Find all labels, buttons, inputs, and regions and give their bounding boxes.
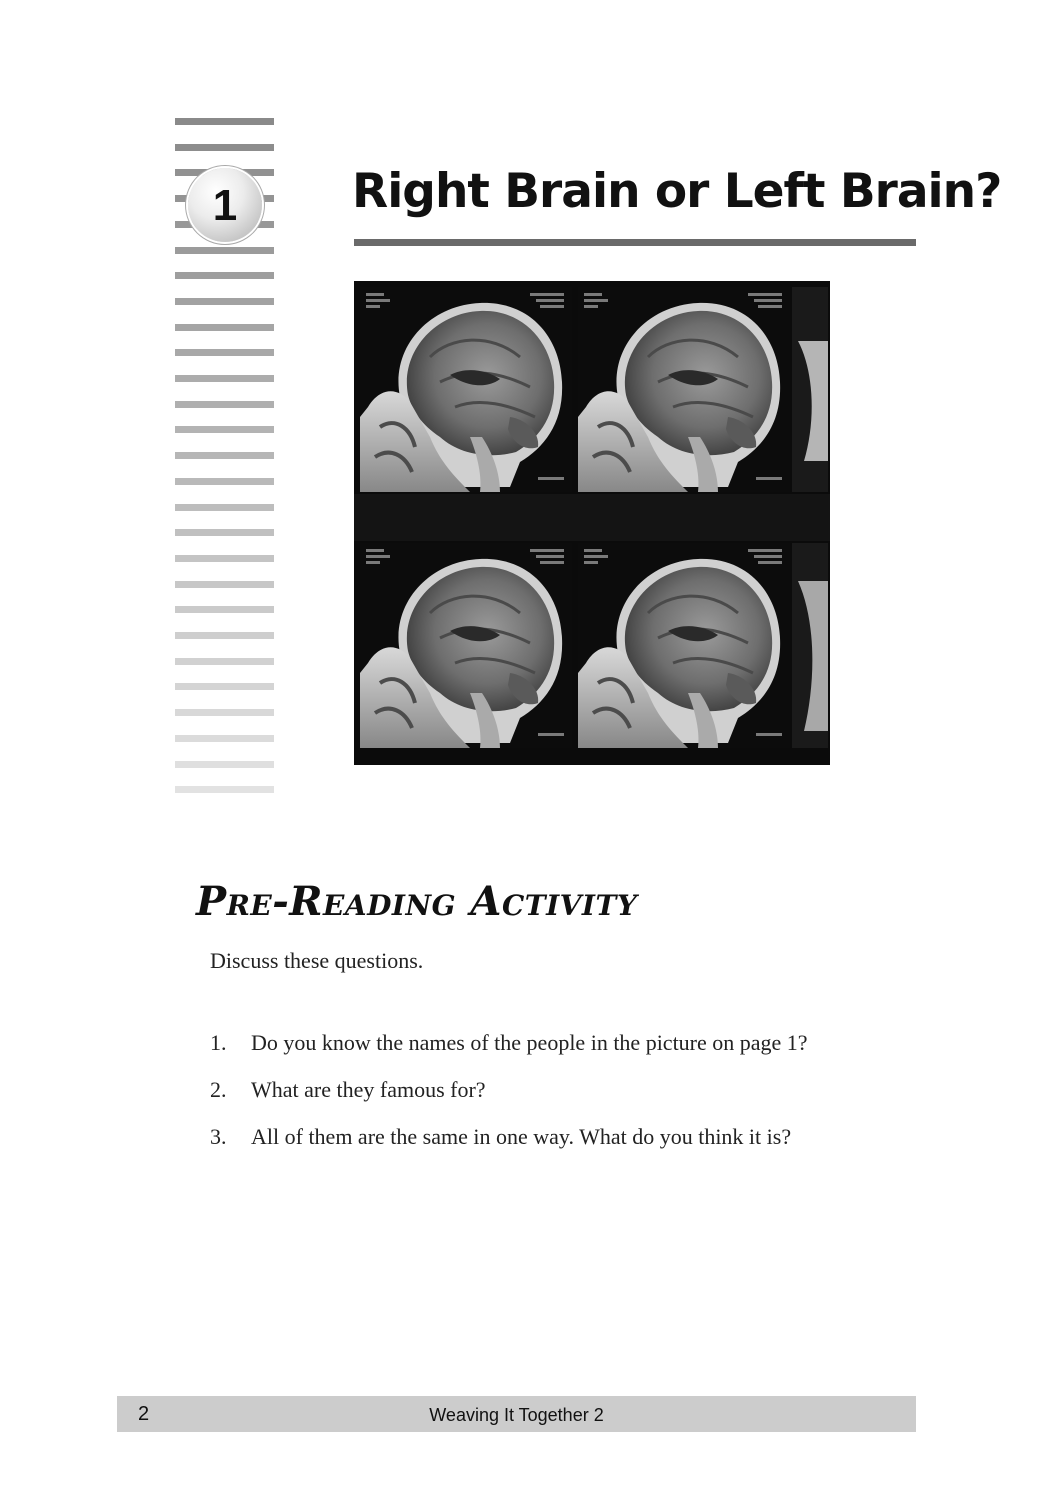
decorative-stripe: [175, 581, 274, 588]
decorative-stripe: [175, 324, 274, 331]
decorative-stripe: [175, 478, 274, 485]
chapter-number: 1: [212, 181, 238, 230]
decorative-stripe: [175, 683, 274, 690]
decorative-stripe: [175, 349, 274, 356]
decorative-stripe: [175, 504, 274, 511]
decorative-stripe: [175, 555, 274, 562]
page-number: 2: [138, 1403, 150, 1425]
question-number: 2.: [210, 1077, 227, 1102]
decorative-stripe: [175, 298, 274, 305]
decorative-stripe: [175, 658, 274, 665]
mri-scan-grid: [354, 281, 830, 765]
question-item: [210, 1075, 930, 1105]
decorative-stripe: [175, 529, 274, 536]
question-item: [210, 1122, 930, 1152]
question-text: What are they famous for?: [251, 1077, 486, 1102]
question-text: Do you know the names of the people in the picture on page 1?: [251, 1030, 808, 1055]
decorative-stripe: [175, 118, 274, 125]
decorative-stripe: [175, 426, 274, 433]
decorative-stripe: [175, 247, 274, 254]
instructions-text: Discuss these questions.: [210, 948, 424, 973]
decorative-stripe: [175, 144, 274, 151]
decorative-stripe: [175, 272, 274, 279]
question-list: [210, 1028, 930, 1169]
decorative-stripe: [175, 709, 274, 716]
footer-book-title: Weaving It Together 2: [429, 1405, 604, 1425]
section-heading: Pre-Reading Activity: [196, 878, 638, 925]
question-number: 1.: [210, 1030, 227, 1055]
chapter-title: Right Brain or Left Brain?: [352, 164, 1002, 219]
decorative-stripe: [175, 632, 274, 639]
decorative-stripe: [175, 735, 274, 742]
decorative-stripe: [175, 401, 274, 408]
decorative-stripe: [175, 452, 274, 459]
page-footer: [117, 1396, 916, 1432]
decorative-stripe: [175, 761, 274, 768]
title-underline-rule: [354, 239, 916, 246]
chapter-number-badge: [188, 168, 262, 242]
decorative-stripe: [175, 786, 274, 793]
decorative-stripe: [175, 606, 274, 613]
question-text: All of them are the same in one way. What do you think it is?: [251, 1124, 792, 1149]
question-number: 3.: [210, 1124, 227, 1149]
question-item: [210, 1028, 930, 1058]
mri-brain-scans-image: [354, 281, 830, 765]
decorative-stripe: [175, 375, 274, 382]
